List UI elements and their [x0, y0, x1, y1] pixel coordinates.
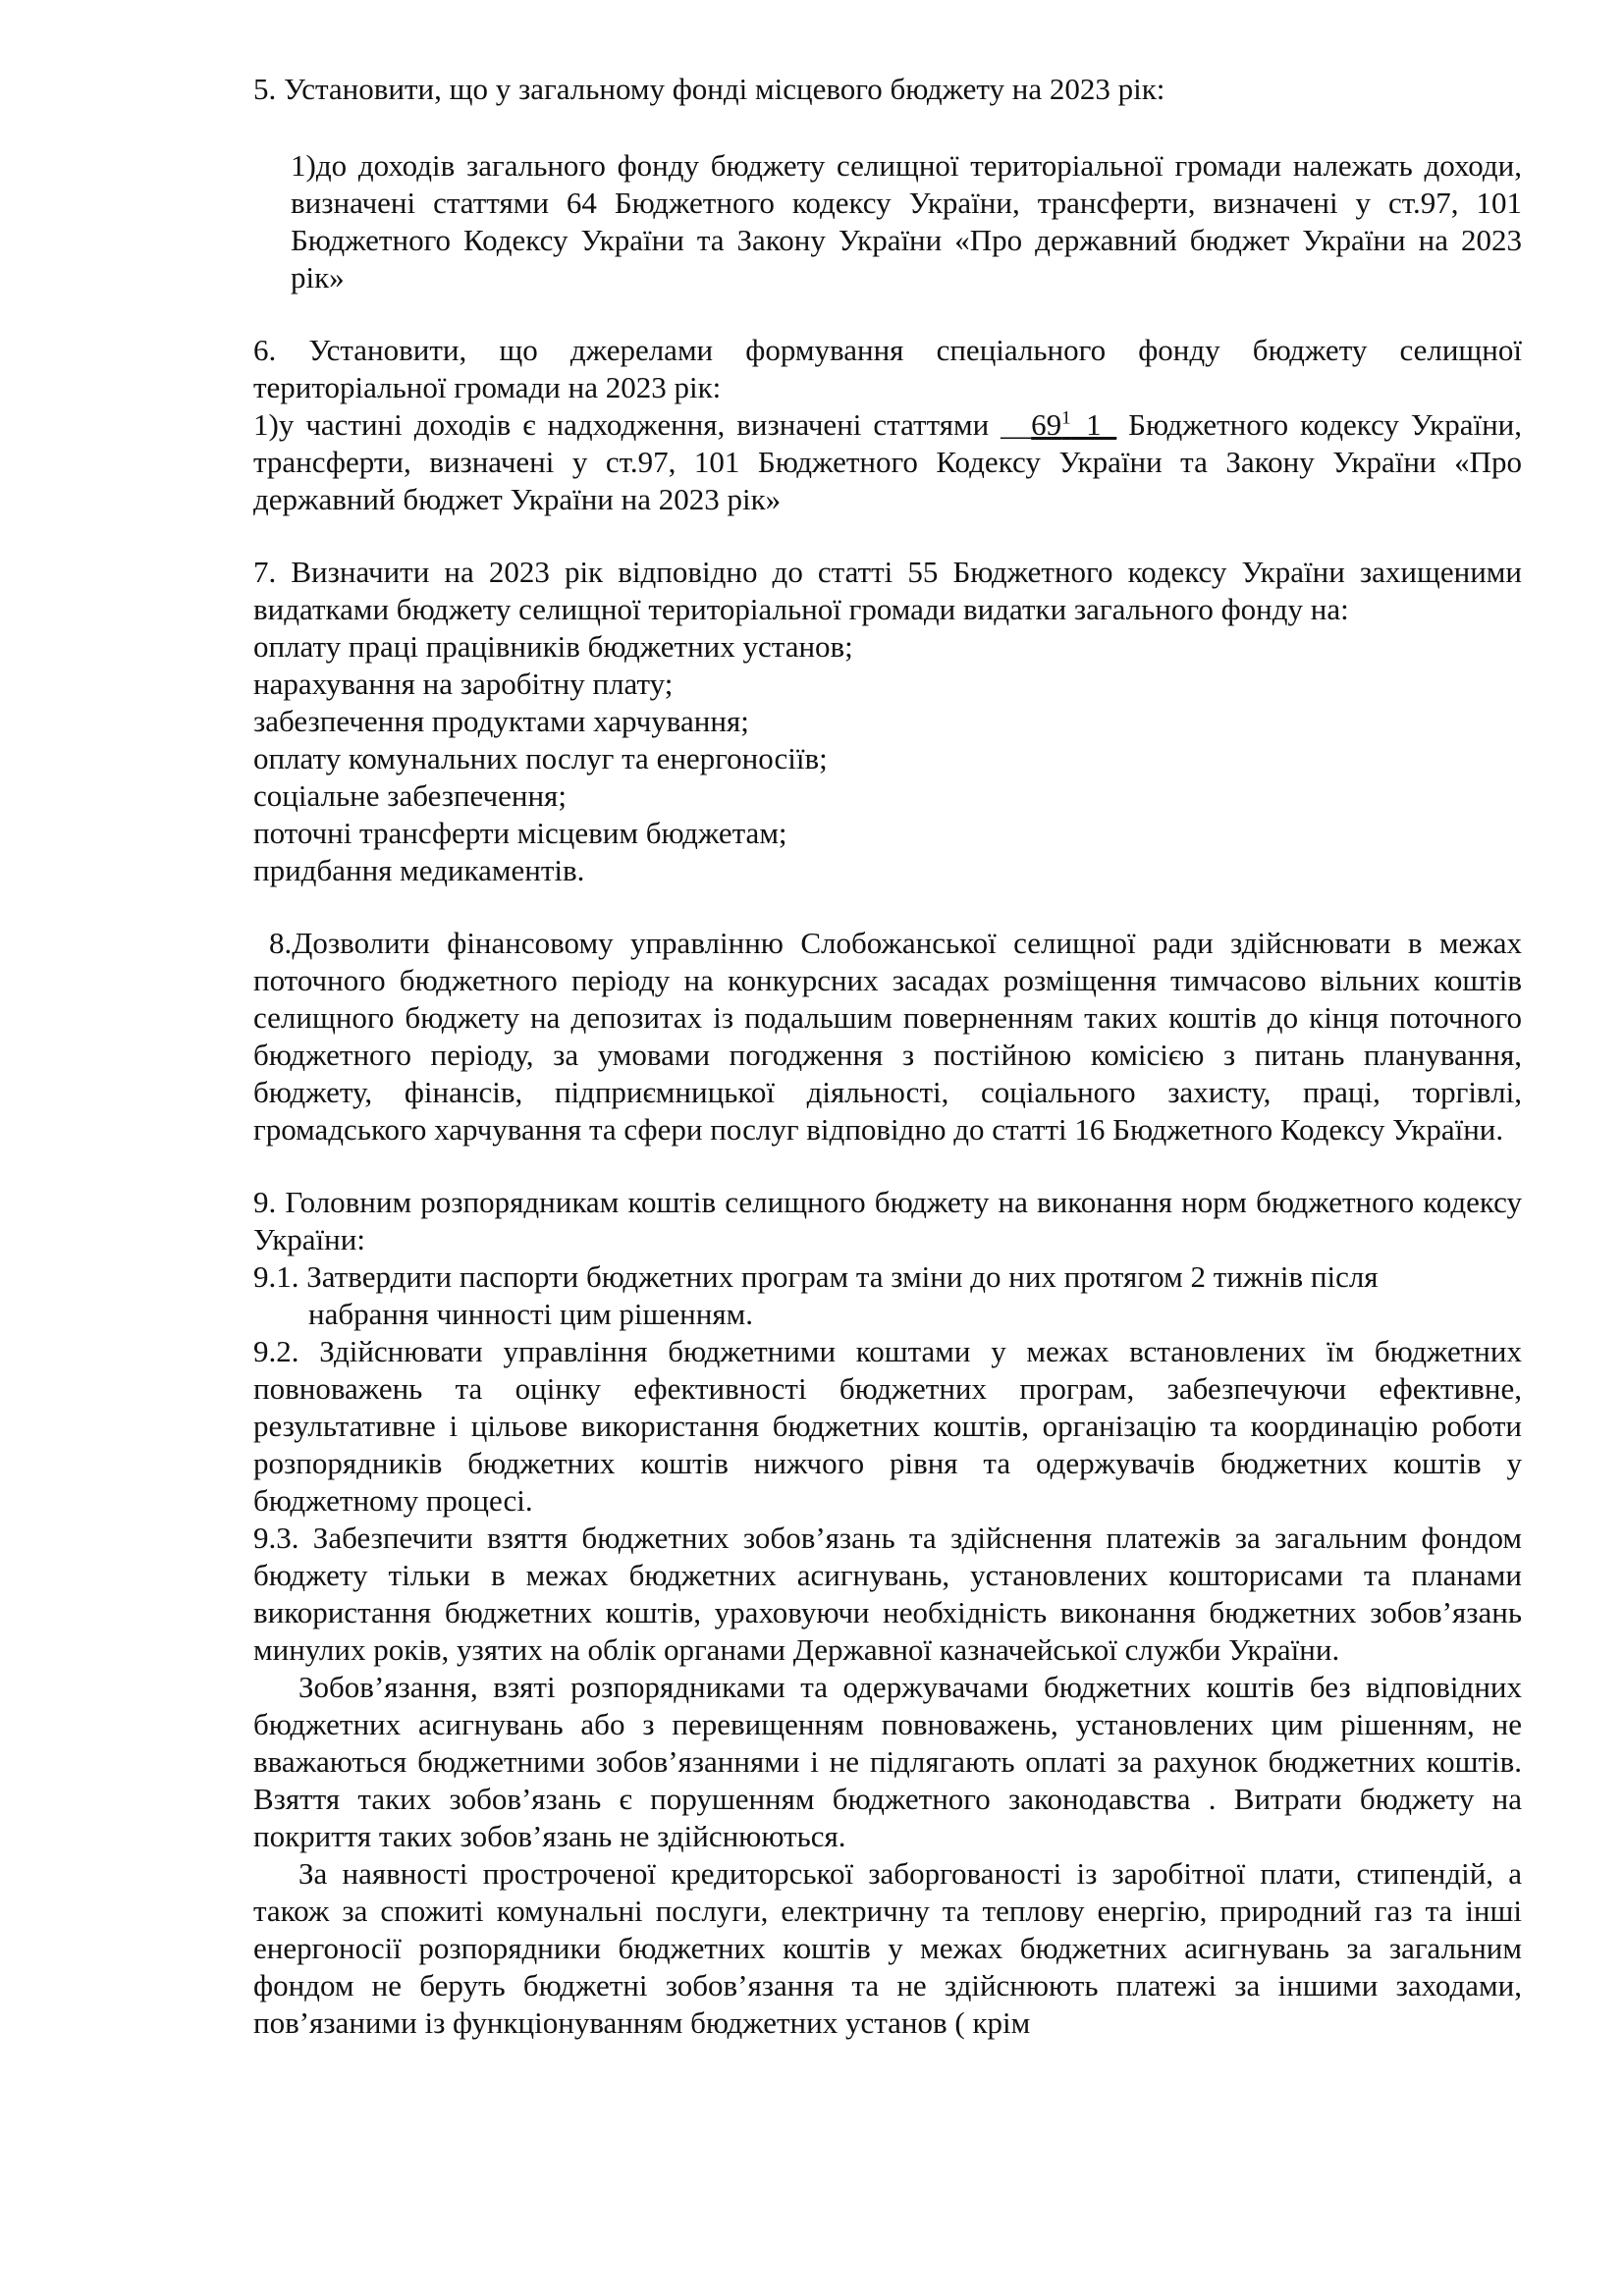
section-6-item-1 [253, 406, 1522, 518]
section-8-text: 8.Дозволити фінансовому управлінню Слобожанської селищної ради здійснювати в межах поточного бюджетного періоду на конкурсних засадах розміщення тимчасово вільних коштів селищного бюджету на депозитах із подальшим поверненням таких коштів до кінця поточного бюджетного періоду, за умовами погодження з постійною комісією з питань планування, бюджету, фінансів, підприємницької діяльності, соціального захисту, праці, торгівлі, громадського харчування та сфери послуг відповідно до статті 16 Бюджетного Кодексу України. [253, 926, 1522, 1147]
section-9-1-line-1: 9.1. Затвердити паспорти бюджетних програм та зміни до них протягом 2 тижнів після [253, 1259, 1379, 1294]
protected-expense-item: оплату праці працівників бюджетних установ; [253, 629, 853, 664]
section-7-heading: 7. Визначити на 2023 рік відповідно до статті 55 Бюджетного кодексу України захищеними видатками бюджету селищної територіальної громади видатки загального фонду на: [253, 555, 1522, 626]
section-9-1-line-2: набрання чинності цим рішенням. [308, 1297, 753, 1331]
section-9-2: 9.2. Здійснювати управління бюджетними коштами у межах встановлених їм бюджетних повноважень та оцінку ефективності бюджетних програм, забезпечуючи ефективне, результативне і цільове використання бюджетних коштів, організацію та координацію роботи розпорядників бюджетних коштів нижчого рівня та одержувачів бюджетних коштів у бюджетному процесі. [253, 1334, 1522, 1518]
section-9-heading: 9. Головним розпорядникам коштів селищного бюджету на виконання норм бюджетного кодексу України: [253, 1185, 1522, 1256]
document-page [253, 71, 1522, 2042]
obligations-paragraph: Зобов’язання, взяті розпорядниками та одержувачами бюджетних коштів без відповідних бюджетних асигнувань або з перевищенням повноважень, установлених цим рішенням, не вважаються бюджетними зобов’язаннями і не підлягають оплаті за рахунок бюджетних коштів. Взяття таких зобов’язань є порушенням бюджетного законодавства . Витрати бюджету на покриття таких зобов’язань не здійснюються. [253, 1670, 1522, 1853]
arrears-paragraph: За наявності простроченої кредиторської заборгованості із заробітної плати, стипендій, а також за спожиті комунальні послуги, електричну та теплову енергію, природний газ та інші енергоносії розпорядники бюджетних коштів у межах бюджетних асигнувань за загальним фондом не беруть бюджетні зобов’язання та не здійснюють платежі за іншими заходами, пов’язаними із функціонуванням бюджетних установ ( крім [253, 1856, 1522, 2040]
article-number: $69^1$ [1031, 407, 1071, 442]
article-suffix: _1_ [1070, 407, 1117, 442]
protected-expense-item: соціальне забезпечення; [253, 778, 567, 813]
section-6-item-1-post: Бюджетного кодексу України, трансферти, визначені у ст.97, 101 Бюджетного Кодексу України та Закону України «Про державний бюджет України на 2023 рік» [253, 407, 1523, 516]
protected-expense-item: поточні трансферти місцевим бюджетам; [253, 816, 787, 850]
section-5-heading: 5. Установити, що у загальному фонді місцевого бюджету на 2023 рік: [253, 72, 1165, 106]
section-5-item-1: 1)до доходів загального фонду бюджету селищної територіальної громади належать доходи, визначені статтями 64 Бюджетного кодексу України, трансферти, визначені у ст.97, 101 Бюджетного Кодексу України та Закону України «Про державний бюджет України на 2023 рік» [291, 148, 1522, 294]
protected-expense-item: нарахування на заробітну плату; [253, 667, 674, 701]
protected-expense-item: оплату комунальних послуг та енергоносіїв; [253, 741, 828, 775]
section-6-heading: 6. Установити, що джерелами формування спеціального фонду бюджету селищної територіальної громади на 2023 рік: [253, 333, 1522, 404]
section-6-item-1-pre: 1)у частині доходів є надходження, визначені статтями __ [253, 407, 1032, 442]
protected-expense-item: забезпечення продуктами харчування; [253, 704, 749, 738]
protected-expense-item: придбання медикаментів. [253, 853, 585, 887]
section-9-3: 9.3. Забезпечити взяття бюджетних зобов’язань та здійснення платежів за загальним фондом бюджету тільки в межах бюджетних асигнувань, установлених кошторисами та планами використання бюджетних коштів, ураховуючи необхідність виконання бюджетних зобов’язань минулих років, узятих на облік органами Державної казначейської служби України. [253, 1521, 1522, 1667]
